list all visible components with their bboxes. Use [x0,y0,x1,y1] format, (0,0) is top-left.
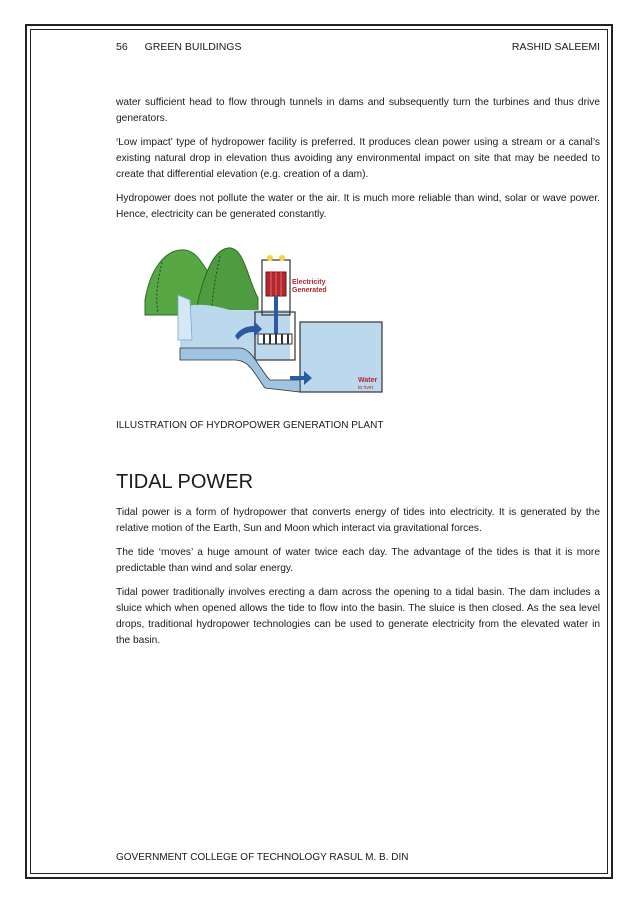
tidal-paragraph-1: Tidal power is a form of hydropower that converts energy of tides into electricity. It is generated by the relative motion of the Earth, Sun and Moon which interact via gravitational forces. [116,507,600,534]
header-left [116,41,241,53]
intro-paragraph-2: ‘Low impact’ type of hydropower facility is preferred. It produces clean power using a stream or a canal’s existing natural drop in elevation thus avoiding any environmental impact on site that may be needed to create that differential elevation (e.g. creation of a dam). [116,137,600,180]
waterfall [178,295,192,340]
section-title: TIDAL POWER [116,471,254,493]
intro-paragraph-3: Hydropower does not pollute the water or the air. It is much more reliable than wind, solar or wave power. Hence, electricity can be generated constantly. [116,193,600,220]
intro-section [116,95,600,231]
page-number: 56 [116,41,128,53]
power-bulb-1 [267,255,273,261]
figure-caption: ILLUSTRATION OF HYDROPOWER GENERATION PLANT [116,420,384,431]
book-title: GREEN BUILDINGS [144,41,242,53]
page-header [116,41,600,53]
label-generated: Generated [292,287,327,294]
power-bulb-2 [279,255,285,261]
label-water: Water [358,377,378,384]
intro-paragraph-1: water sufficient head to flow through tunnels in dams and subsequently turn the turbines and thus drive generators. [116,97,600,124]
author-name: RASHID SALEEMI [511,41,600,53]
tidal-paragraph-3: Tidal power traditionally involves erecting a dam across the opening to a tidal basin. The dam includes a sluice which when opened allows the tide to flow into the basin. The sluice is then closed. As the sea level drops, traditional hydropower technologies can be used to generate electricity from the elevated water in the basin. [116,587,600,646]
tidal-paragraph-2: The tide ‘moves’ a huge amount of water twice each day. The advantage of the tides is that it is more predictable than wind and solar energy. [116,547,600,574]
label-to-river: to river [358,385,374,391]
turbine-shaft [274,296,278,336]
page-footer: GOVERNMENT COLLEGE OF TECHNOLOGY RASUL M. B. DIN [116,852,409,863]
tidal-section [116,505,600,657]
label-electricity: Electricity [292,279,326,286]
hydropower-illustration [140,240,390,398]
hydropower-diagram [140,240,390,398]
